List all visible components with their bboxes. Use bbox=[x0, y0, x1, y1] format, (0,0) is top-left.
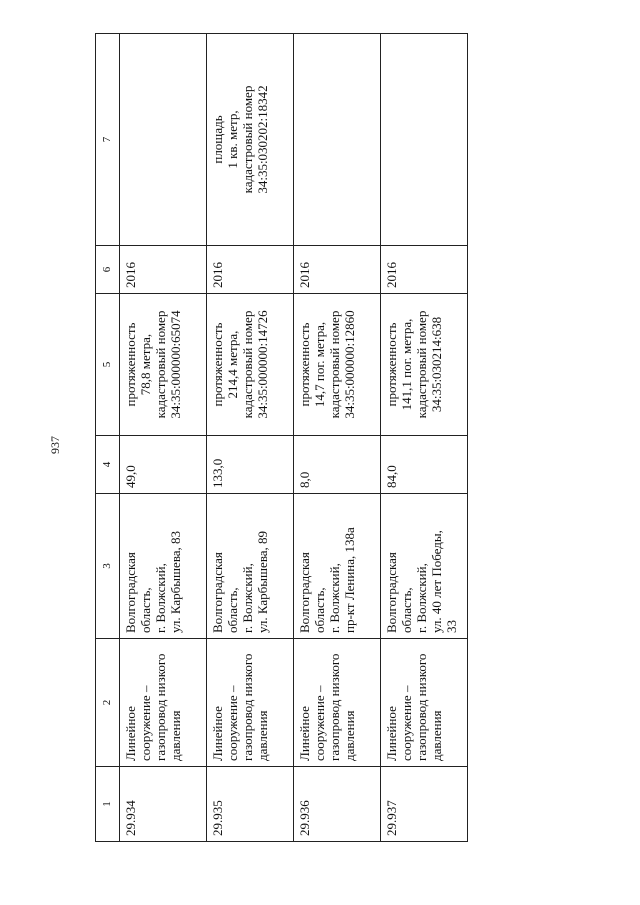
row-year: 2016 bbox=[381, 246, 468, 294]
row-year: 2016 bbox=[120, 246, 207, 294]
table-row bbox=[294, 34, 381, 842]
rotated-table-box bbox=[95, 34, 478, 842]
row-id: 29.934 bbox=[120, 767, 207, 842]
row-details: протяженность 214,4 метра, кадастровый номер 34:35:000000:14726 bbox=[207, 294, 294, 436]
row-notes bbox=[294, 34, 381, 246]
column-number-row bbox=[96, 34, 120, 842]
column-header-1: 1 bbox=[96, 767, 120, 842]
page-number: 937 bbox=[48, 436, 62, 454]
row-value: 8,0 bbox=[294, 436, 381, 494]
row-year: 2016 bbox=[207, 246, 294, 294]
row-notes bbox=[381, 34, 468, 246]
row-notes bbox=[120, 34, 207, 246]
row-id: 29.936 bbox=[294, 767, 381, 842]
row-address: Волгоградская область, г. Волжский, ул. Карбышева, 83 bbox=[120, 494, 207, 639]
column-header-6: 6 bbox=[96, 246, 120, 294]
row-name: Линейное сооружение – газопровод низкого давления bbox=[120, 639, 207, 767]
row-value: 133,0 bbox=[207, 436, 294, 494]
row-name: Линейное сооружение – газопровод низкого давления bbox=[294, 639, 381, 767]
row-id: 29.935 bbox=[207, 767, 294, 842]
row-details: протяженность 141,1 пог. метра, кадастровый номер 34:35:030214:638 bbox=[381, 294, 468, 436]
row-name: Линейное сооружение – газопровод низкого давления bbox=[381, 639, 468, 767]
row-details: протяженность 14,7 пог. метра, кадастровый номер 34:35:000000:12860 bbox=[294, 294, 381, 436]
column-header-5: 5 bbox=[96, 294, 120, 436]
property-table bbox=[95, 33, 468, 842]
row-id: 29.937 bbox=[381, 767, 468, 842]
row-address: Волгоградская область, г. Волжский, ул. Карбышева, 89 bbox=[207, 494, 294, 639]
column-header-7: 7 bbox=[96, 34, 120, 246]
row-value: 84,0 bbox=[381, 436, 468, 494]
table-row bbox=[381, 34, 468, 842]
column-header-2: 2 bbox=[96, 639, 120, 767]
row-value: 49,0 bbox=[120, 436, 207, 494]
table-row bbox=[207, 34, 294, 842]
column-header-3: 3 bbox=[96, 494, 120, 639]
row-address: Волгоградская область, г. Волжский, ул. 40 лет Победы, 33 bbox=[381, 494, 468, 639]
row-name: Линейное сооружение – газопровод низкого давления bbox=[207, 639, 294, 767]
row-address: Волгоградская область, г. Волжский, пр-кт Ленина, 138а bbox=[294, 494, 381, 639]
row-year: 2016 bbox=[294, 246, 381, 294]
column-header-4: 4 bbox=[96, 436, 120, 494]
row-details: протяженность 78,8 метра, кадастровый номер 34:35:000000:65074 bbox=[120, 294, 207, 436]
table-wrapper bbox=[95, 34, 478, 842]
row-notes: площадь 1 кв. метр, кадастровый номер 34:35:030202:18342 bbox=[207, 34, 294, 246]
table-row bbox=[120, 34, 207, 842]
